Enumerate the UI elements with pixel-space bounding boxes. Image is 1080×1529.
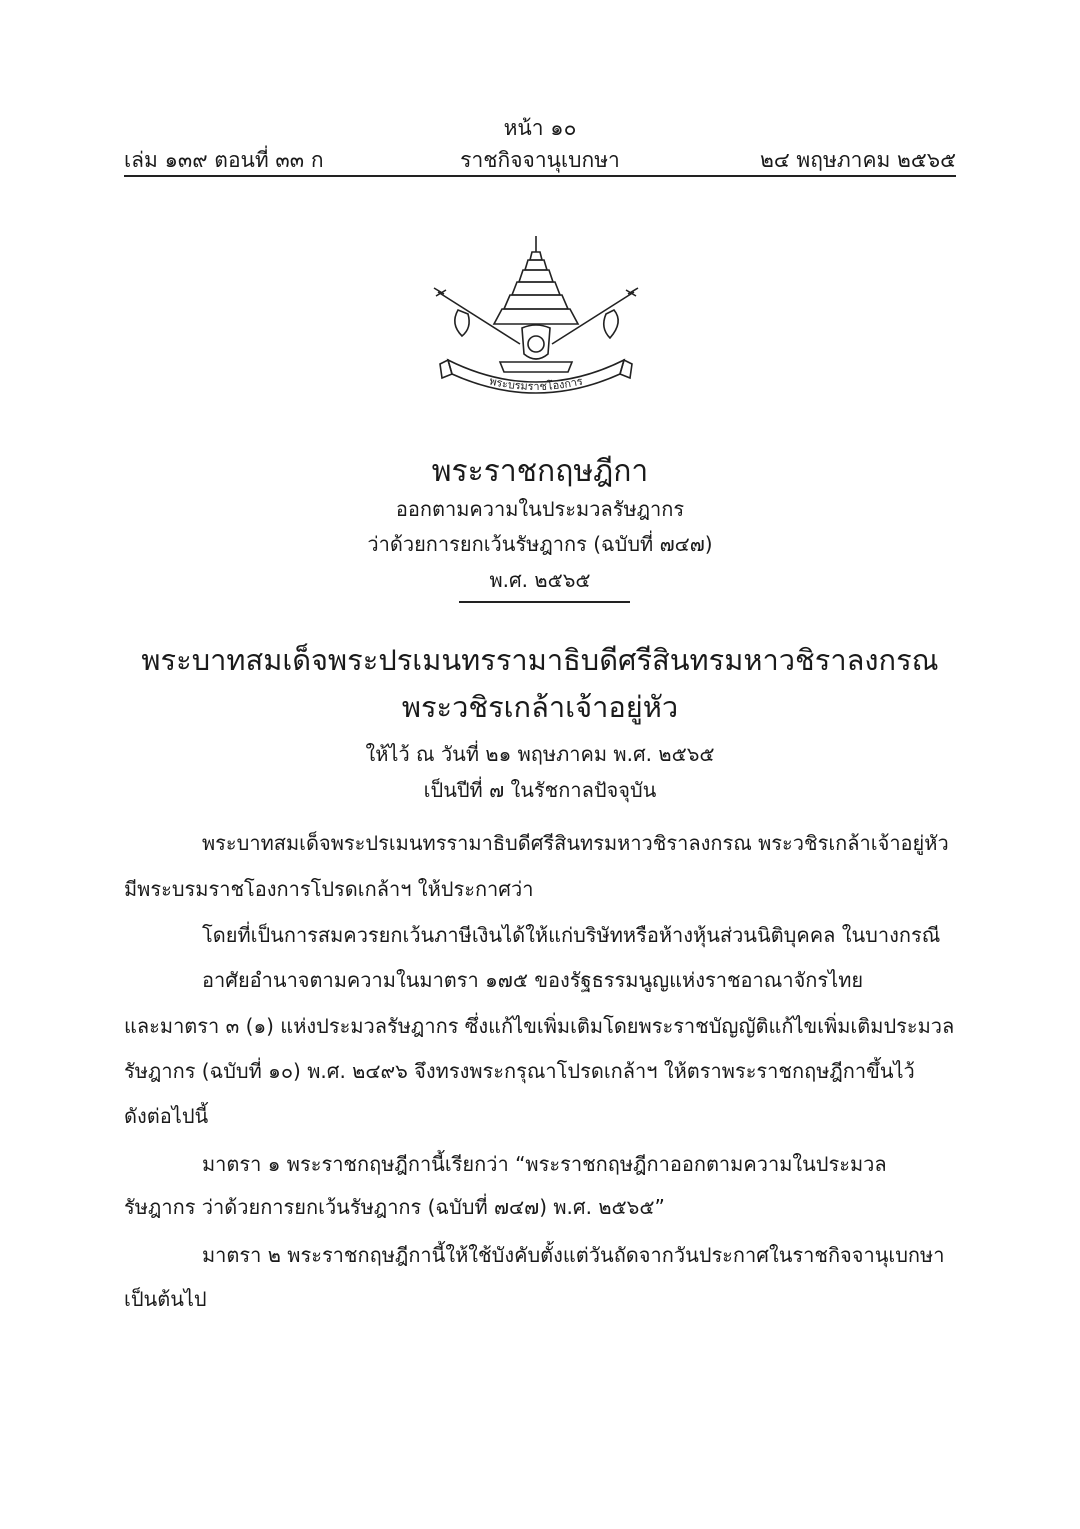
publish-date: ๒๔ พฤษภาคม ๒๕๖๕ <box>760 148 956 172</box>
decree-year: พ.ศ. ๒๕๖๕ <box>489 568 591 592</box>
body-line: พระบาทสมเด็จพระปรเมนทรรามาธิบดีศรีสินทรมหาวชิราลงกรณ พระวชิรเกล้าเจ้าอยู่หัว <box>202 831 949 855</box>
king-name-line-2: พระวชิรเกล้าเจ้าอยู่หัว <box>401 690 679 724</box>
page-number: หน้า ๑๐ <box>503 116 577 140</box>
section-2-line-2: เป็นต้นไป <box>124 1287 207 1311</box>
decree-subtitle-1: ออกตามความในประมวลรัษฎากร <box>395 497 685 521</box>
section-1-line-1: มาตรา ๑ พระราชกฤษฎีกานี้เรียกว่า “พระราชกฤษฎีกาออกตามความในประมวล <box>202 1152 887 1176</box>
decree-subtitle-2: ว่าด้วยการยกเว้นรัษฎากร (ฉบับที่ ๗๔๗) <box>367 532 713 556</box>
reign-year: เป็นปีที่ ๗ ในรัชกาลปัจจุบัน <box>423 778 657 802</box>
royal-emblem-icon <box>428 232 644 398</box>
body-line: มีพระบรมราชโองการโปรดเกล้าฯ ให้ประกาศว่า <box>124 877 534 901</box>
title-divider <box>459 601 630 603</box>
decree-title: พระราชกฤษฎีกา <box>431 454 649 489</box>
section-1-line-2: รัษฎากร ว่าด้วยการยกเว้นรัษฎากร (ฉบับที่ ๗๔๗) พ.ศ. ๒๕๖๕” <box>124 1195 665 1219</box>
king-name-line-1: พระบาทสมเด็จพระปรเมนทรรามาธิบดีศรีสินทรมหาวชิราลงกรณ <box>141 643 939 677</box>
header-divider <box>124 175 956 177</box>
given-date: ให้ไว้ ณ วันที่ ๒๑ พฤษภาคม พ.ศ. ๒๕๖๕ <box>365 742 715 766</box>
gazette-header <box>124 144 956 174</box>
body-line: อาศัยอำนาจตามความในมาตรา ๑๗๕ ของรัฐธรรมนูญแห่งราชอาณาจักรไทย <box>202 968 864 992</box>
body-line: โดยที่เป็นการสมควรยกเว้นภาษีเงินได้ให้แก่บริษัทหรือห้างหุ้นส่วนนิติบุคคล ในบางกรณี <box>202 923 941 947</box>
body-line: รัษฎากร (ฉบับที่ ๑๐) พ.ศ. ๒๔๙๖ จึงทรงพระกรุณาโปรดเกล้าฯ ให้ตราพระราชกฤษฎีกาขึ้นไว้ <box>124 1059 915 1083</box>
emblem-ribbon-text: พระบรมราชโองการ <box>488 374 584 394</box>
section-2-line-1: มาตรา ๒ พระราชกฤษฎีกานี้ให้ใช้บังคับตั้งแต่วันถัดจากวันประกาศในราชกิจจานุเบกษา <box>202 1243 945 1267</box>
body-line: ดังต่อไปนี้ <box>124 1104 209 1128</box>
volume-issue: เล่ม ๑๓๙ ตอนที่ ๓๓ ก <box>124 148 324 172</box>
gazette-name: ราชกิจจานุเบกษา <box>460 148 620 172</box>
body-line: และมาตรา ๓ (๑) แห่งประมวลรัษฎากร ซึ่งแก้ไขเพิ่มเติมโดยพระราชบัญญัติแก้ไขเพิ่มเติมประมวล <box>124 1014 955 1038</box>
